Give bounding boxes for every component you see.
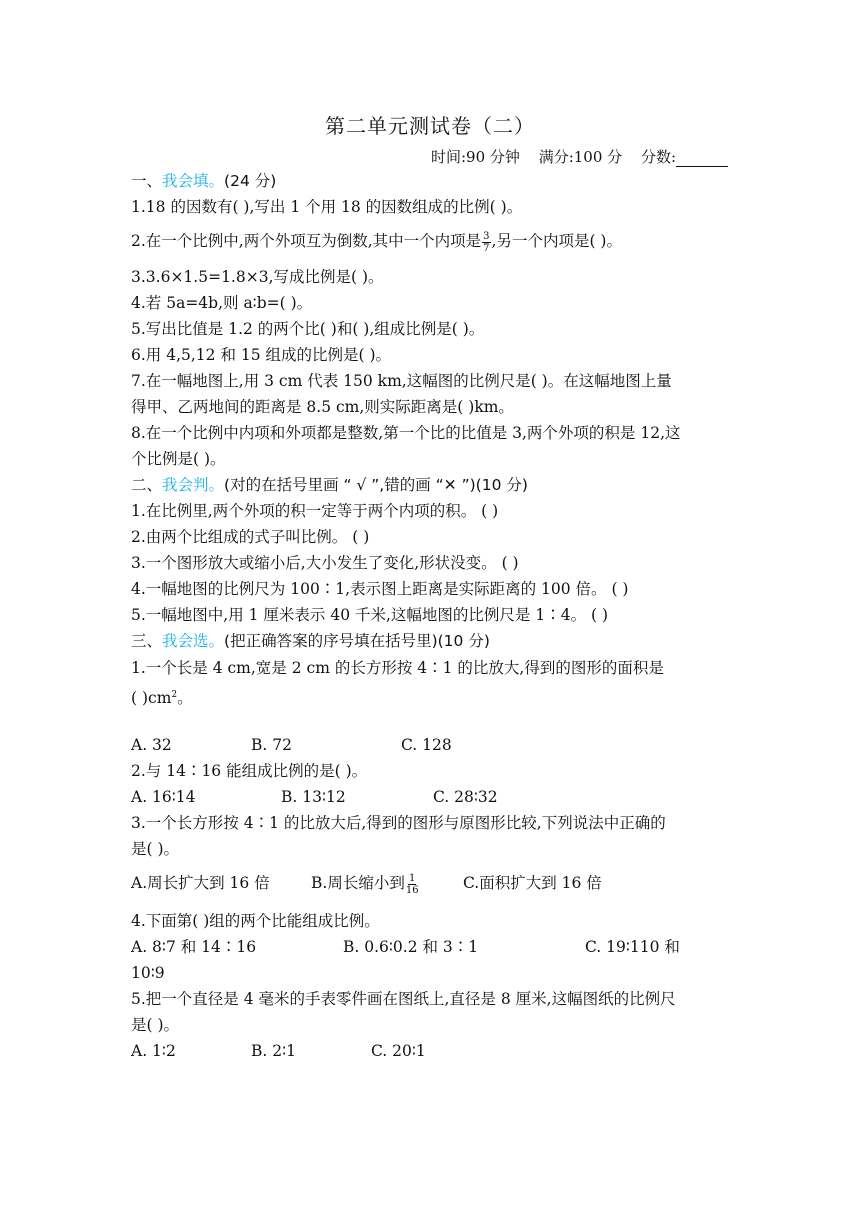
option-b[interactable]: B. 0.6∶0.2 和 3∶1 (343, 938, 479, 956)
choose-q1-blank: ( )cm (131, 689, 172, 708)
choose-q2: 2.与 14∶16 能组成比例的是( )。 (131, 762, 368, 780)
section-note: (24 分) (224, 172, 277, 190)
section-name: 我会填。 (162, 172, 225, 190)
option-c[interactable]: C.面积扩大到 16 倍 (463, 874, 602, 892)
fill-q8-line1: 8.在一个比例中内项和外项都是整数,第一个比的比值是 3,两个外项的积是 12,这 (131, 424, 681, 442)
fraction-denominator: 16 (405, 884, 419, 896)
judge-q1: 1.在比例里,两个外项的积一定等于两个内项的积。 ( ) (131, 502, 499, 520)
option-b[interactable] (311, 872, 463, 896)
choose-q5-line2: 是( )。 (131, 1016, 180, 1034)
choose-q5-options (131, 1040, 426, 1062)
choose-q5-line1: 5.把一个直径是 4 毫米的手表零件画在图纸上,直径是 8 厘米,这幅图纸的比例尺 (131, 990, 676, 1008)
choose-q3-line1: 3.一个长方形按 4∶1 的比放大后,得到的图形与原图形比较,下列说法中正确的 (131, 814, 666, 832)
section-note: (对的在括号里画 “ √ ”,错的画 “✕ ”)(10 分) (224, 476, 528, 494)
choose-q1-line2 (131, 684, 193, 709)
option-a[interactable]: A. 8∶7 和 14∶16 (131, 938, 257, 956)
section-name: 我会选。 (162, 632, 225, 650)
fill-q2-text: 2.在一个比例中,两个外项互为倒数,其中一个内项是 (131, 232, 482, 250)
section-number: 一、 (131, 172, 163, 190)
option-c[interactable]: C. 20∶1 (371, 1042, 426, 1060)
option-c[interactable]: C. 28∶32 (433, 788, 498, 806)
fill-q2-tail: ,另一个内项是( )。 (491, 232, 622, 250)
fill-q3: 3.3.6×1.5=1.8×3,写成比例是( )。 (131, 268, 384, 286)
option-a[interactable]: A. 32 (131, 736, 172, 754)
section-note: (把正确答案的序号填在括号里)(10 分) (224, 632, 490, 650)
option-a[interactable]: A.周长扩大到 16 倍 (131, 874, 270, 892)
full-score: 满分:100 分 (538, 148, 623, 166)
exam-meta (417, 146, 728, 167)
fill-q1: 1.18 的因数有( ),写出 1 个用 18 的因数组成的比例( )。 (131, 198, 523, 216)
choose-q1-end: 。 (177, 689, 193, 708)
section-judge-header (131, 474, 528, 496)
fraction (482, 231, 490, 254)
fill-q6: 6.用 4,5,12 和 15 组成的比例是( )。 (131, 346, 392, 364)
choose-q4-options (131, 936, 680, 958)
unit-exponent: 2 (171, 690, 178, 700)
option-c[interactable]: C. 128 (401, 736, 452, 754)
section-number: 二、 (131, 476, 163, 494)
option-b[interactable]: B. 13∶12 (281, 788, 346, 806)
choose-q2-options (131, 786, 498, 808)
choose-q3-line2: 是( )。 (131, 840, 180, 858)
choose-q1-line1: 1.一个长是 4 cm,宽是 2 cm 的长方形按 4∶1 的比放大,得到的图形的面积是 (131, 659, 664, 677)
choose-q4-options-cont: 10∶9 (131, 964, 165, 982)
time-limit: 时间:90 分钟 (431, 148, 520, 166)
page-title: 第二单元测试卷（二） (325, 114, 535, 138)
judge-q5: 5.一幅地图中,用 1 厘米表示 40 千米,这幅地图的比例尺是 1∶4。 ( ) (131, 606, 609, 624)
score-label: 分数: (640, 148, 676, 166)
judge-q4: 4.一幅地图的比例尺为 100∶1,表示图上距离是实际距离的 100 倍。 ( ) (131, 580, 629, 598)
fraction (406, 873, 419, 896)
fraction-numerator: 3 (483, 230, 490, 242)
fraction-numerator: 1 (409, 872, 416, 884)
fill-q7-line1: 7.在一幅地图上,用 3 cm 代表 150 km,这幅图的比例尺是( )。在这幅地图上量 (131, 372, 672, 390)
section-name: 我会判。 (162, 476, 225, 494)
choose-q4: 4.下面第( )组的两个比能组成比例。 (131, 912, 380, 930)
judge-q2: 2.由两个比组成的式子叫比例。 ( ) (131, 528, 370, 546)
fill-q5: 5.写出比值是 1.2 的两个比( )和( ),组成比例是( )。 (131, 320, 485, 338)
score-blank[interactable] (676, 152, 728, 167)
fill-q8-line2: 个比例是( )。 (131, 450, 226, 468)
fill-q2 (131, 230, 622, 254)
section-number: 三、 (131, 632, 163, 650)
judge-q3: 3.一个图形放大或缩小后,大小发生了变化,形状没变。 ( ) (131, 554, 519, 572)
option-a[interactable]: A. 1∶2 (131, 1042, 176, 1060)
option-b[interactable]: B. 2∶1 (251, 1042, 297, 1060)
fill-q7-line2: 得甲、乙两地间的距离是 8.5 cm,则实际距离是( )km。 (131, 398, 514, 416)
choose-q3-options (131, 872, 602, 896)
option-c[interactable]: C. 19∶110 和 (585, 938, 680, 956)
fraction-denominator: 7 (483, 242, 490, 254)
option-b[interactable]: B. 72 (251, 736, 292, 754)
option-a[interactable]: A. 16∶14 (131, 788, 196, 806)
fill-q4: 4.若 5a=4b,则 a∶b=( )。 (131, 294, 313, 312)
section-choose-header (131, 630, 490, 652)
option-b-text: B.周长缩小到 (311, 874, 405, 892)
section-fill-header (131, 170, 276, 192)
choose-q1-options (131, 734, 452, 756)
